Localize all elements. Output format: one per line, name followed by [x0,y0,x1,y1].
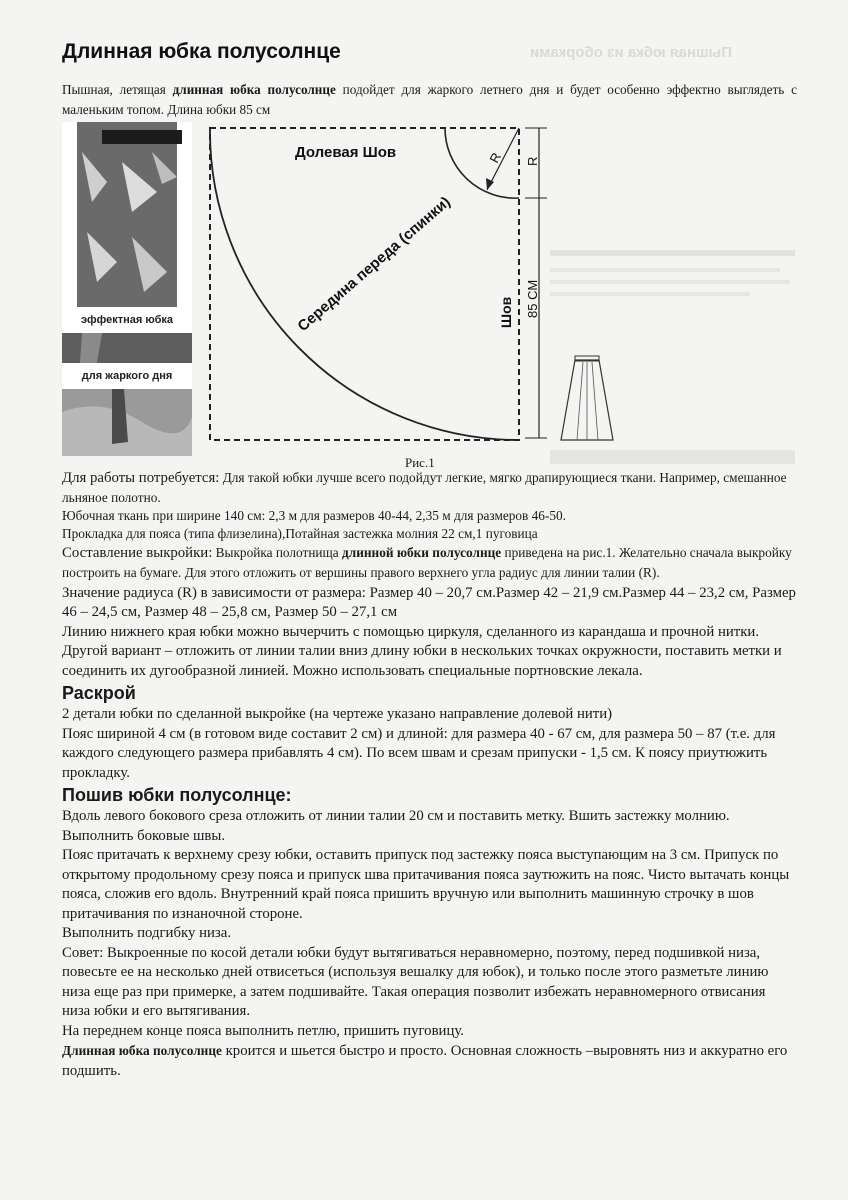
skirt-photo-image [62,122,192,456]
skirt-sketch-icon [561,356,613,440]
sewing-paragraph-4: Выполнить подгибку низа. [62,925,232,941]
center-line-label: Середина переда (спинки) [294,193,454,336]
sewing-heading: Пошив юбки полусолнце: [62,785,292,805]
radius-label: R [486,150,505,166]
sewing-paragraph-1: Вдоль левого бокового среза отложить от линии талии 20 см и поставить метку. Вшить застежку молнию. [62,808,730,824]
pattern-diagram [195,120,800,465]
figure-caption: Рис.1 [405,455,435,470]
final-paragraph: Длинная юбка полусолнце кроится и шьется быстро и просто. Основная сложность –выровнять низ и аккуратно его подшить. [62,1043,788,1079]
interfacing-paragraph: Прокладка для пояса (типа флизелина),Потайная застежка молния 22 см,1 пуговица [62,525,538,541]
cutting-paragraph-2: Пояс шириной 4 см (в готовом виде составит 2 см) и длиной: для размера 40 - 67 см, для размера 50 – 87 (т.е. для каждого следующего размера прибавлять 4 см). По всем швам и срезам припуски - 1,5 см. К поясу приутюжить прокладку. [62,725,776,781]
skirt-photo [62,122,192,456]
length-dimension-label: 85 СМ [525,279,540,318]
page-title: Длинная юбка полусолнце [62,40,341,63]
bleed-through-text: Пышная юбка из оборками [530,44,733,61]
photo-caption-1: эффектная юбка [62,307,192,333]
sewing-paragraph-3: Пояс притачать к верхнему срезу юбки, оставить припуск под застежку пояса выступающим на 3 см. Припуск по открытому продольному срезу пояса и припуск шва притачивания пояса заутюжить на пояс. Чисто вытачать концы пояса, сложив его вдоль. Внутренний край пояса пришить вручную или выполнить машинную строчку в шов притачивания по изнаночной стороне. [62,847,790,922]
materials-paragraph: Для работы потребуется: Для такой юбки лучше всего подойдут легкие, мягко драпирующиеся ткани. Например, смешанное льняное полотно. [62,470,787,505]
sewing-paragraph-6: На переднем конце пояса выполнить петлю, пришить пуговицу. [62,1022,465,1039]
sewing-paragraph-2: Выполнить боковые швы. [62,827,226,844]
cutting-paragraph-1: 2 детали юбки по сделанной выкройке (на чертеже указано направление долевой нити) [62,706,613,722]
seam-label: Шов [498,296,514,328]
fabric-paragraph: Юбочная ткань при ширине 140 см: 2,3 м для размеров 40-44, 2,35 м для размеров 46-50. [62,507,567,523]
hem-arc [210,128,519,440]
pattern-paragraph: Составление выкройки: Выкройка полотнища длинной юбки полусолнце приведена на рис.1. Желательно сначала выкройку построить на бумаге. Для этого отложить от вершины правого верхнего угла радиус для линии талии (R). [62,544,792,580]
cutting-heading: Раскрой [62,683,136,703]
radius-paragraph: Значение радиуса (R) в зависимости от размера: Размер 40 – 20,7 см.Размер 42 – 21,9 см.Размер 44 – 23,2 см, Размер 46 – 24,5 см, Размер 48 – 25,8 см, Размер 50 – 27,1 см [62,584,796,620]
radius-dimension-label: R [525,156,540,166]
intro-paragraph: Пышная, летящая длинная юбка полусолнце подойдет для жаркого летнего дня и будет особенно эффектно выглядеть с маленьким топом. Длина юбки 85 см [62,82,797,117]
article-body [62,469,797,1081]
sewing-tip-paragraph: Совет: Выкроенные по косой детали юбки будут вытягиваться неравномерно, поэтому, перед подшивкой низа, повесьте ее на несколько дней отвисеться (используя вешалку для юбок), и только после этого разметьте линию низа еще раз при примерке, а затем подшивайте. Такая операция позволит избежать неравномерного отвисания низа юбки и его вытягивания. [62,944,769,1019]
photo-caption-2: для жаркого дня [62,363,192,389]
hem-paragraph: Линию нижнего края юбки можно вычерчить с помощью циркуля, сделанного из карандаша и прочной нитки. Другой вариант – отложить от линии талии вниз длину юбки в нескольких точках окружности, поставить метки и соединить их дугообразной линией. Можно использовать специальные портновские лекала. [62,623,782,679]
grain-label: Долевая Шов [295,144,397,161]
waist-arc [445,128,519,198]
pattern-outline [210,128,519,440]
